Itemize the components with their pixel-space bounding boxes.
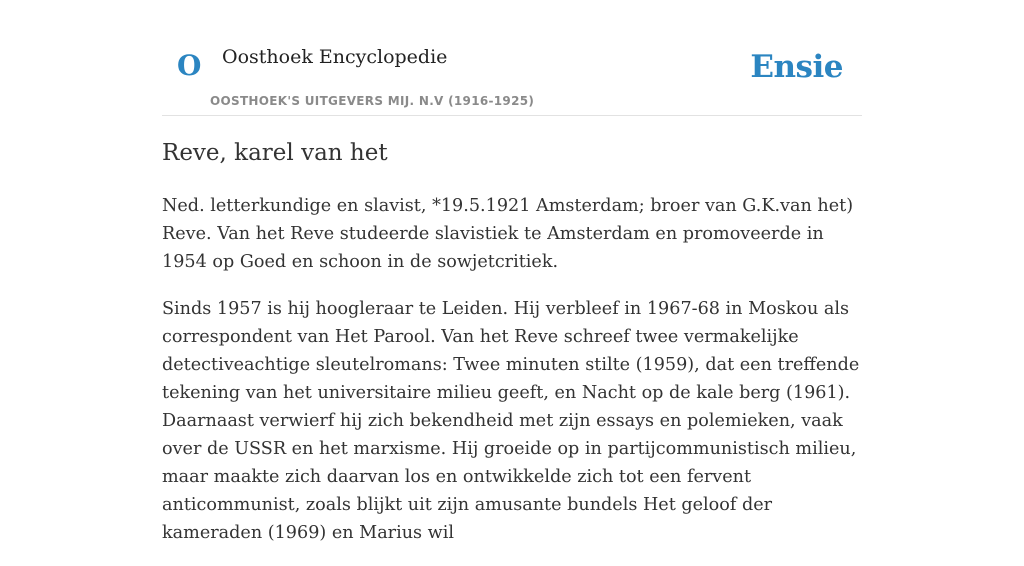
source-header — [162, 0, 862, 116]
entry-content — [162, 192, 862, 566]
page — [162, 0, 862, 543]
entry-paragraph: Ned. letterkundige en slavist, *19.5.1921 Amsterdam; broer van G.K.van het) Reve. Van het Reve studeerde slavistiek te Amsterdam en promoveerde in 1954 op Goed en schoon in de sowjetcritiek. — [162, 196, 854, 272]
source-title[interactable]: Oosthoek Encyclopedie — [222, 46, 448, 68]
ensie-logo-link[interactable]: Ensie — [750, 49, 843, 85]
source-logo[interactable]: O — [177, 49, 202, 82]
entry-paragraph: Sinds 1957 is hij hoogleraar te Leiden. Hij verbleef in 1967-68 in Moskou als correspondent van Het Parool. Van het Reve schreef twee vermakelijke detectiveachtige sleutelromans: Twee minuten stilte (1959), dat een treffende tekening van het universitaire milieu geeft, en Nacht op de kale berg (1961). Daarnaast verwierf hij zich bekendheid met zijn essays en polemieken, vaak over de USSR en het marxisme. Hij groeide op in partijcommunistisch milieu, maar maakte zich daarvan los en ontwikkelde zich tot een fervent anticommunist, zoals blijkt uit zijn amusante bundels Het geloof der kameraden (1969) en Marius wil — [162, 299, 860, 543]
source-subtitle: OOSTHOEK'S UITGEVERS MIJ. N.V (1916-1925) — [210, 94, 535, 108]
entry-title: Reve, karel van het — [162, 140, 388, 166]
